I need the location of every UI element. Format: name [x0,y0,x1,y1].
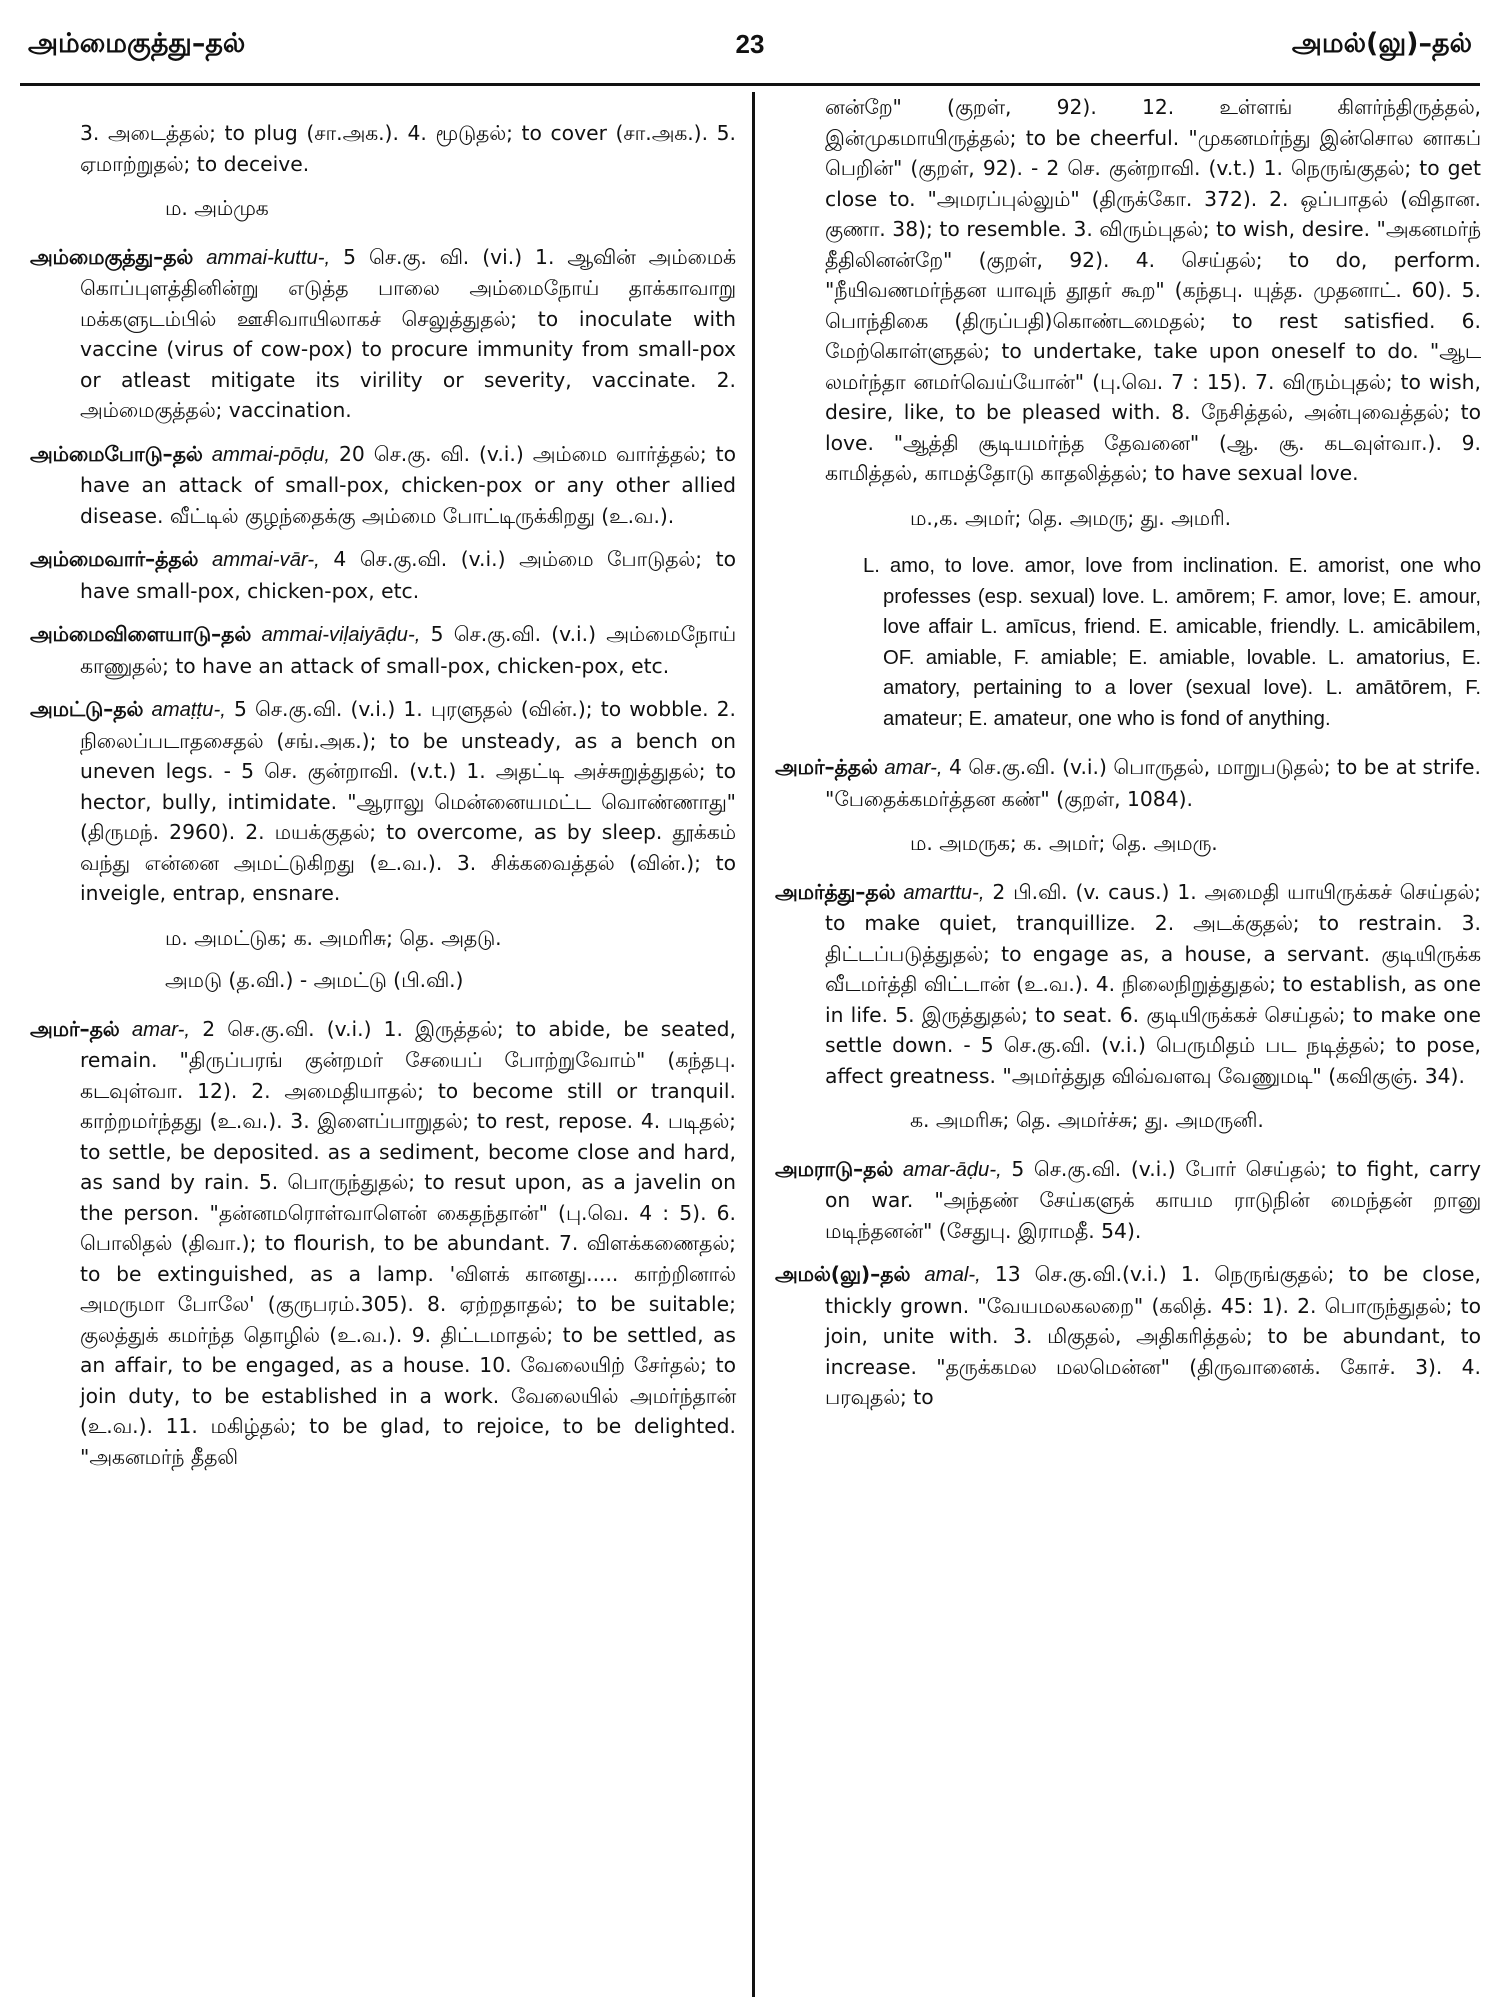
dictionary-entry [775,1259,1481,1413]
dictionary-entry [30,544,736,606]
cognate-line: ம. அம்முக [165,196,269,220]
etymology-note: L. amo, to love. amor, love from inclination. E. amorist, one who professes (esp. sexual) love. L. amōrem; F. amor, love; E. amour, love affair L. amīcus, friend. E. amicable, friendly. L. amicābilem, OF. amiable, F. amiable; E. amiable, lovable. L. amatorius, E. amatory, pertaining to a lover (sexual love). L. amātōrem, F. amateur; E. amateur, one who is fond of anything. [863,555,1481,730]
page-number: 23 [735,29,765,59]
entry-definition: 5 செ.கு.வி. (v.i.) 1. புரளுதல் (வின்.); to wobble. 2. நிலைப்படாதசைதல் (சங்.அக.); to be unsteady, as a bench on uneven legs. - 5 செ. குன்றாவி. (v.t.) 1. அதட்டி அச்சுறுத்துதல்; to hector, bully, intimidate. "ஆராலு மென்னையமட்ட வொண்ணாது" (திருமந். 2960). 2. மயக்குதல்; to overcome, as by sleep. தூக்கம் வந்து என்னை அமட்டுகிறது (உ.வ.). 3. சிக்கவைத்தல் (வின்.); to inveigle, entrap, ensnare. [80,697,737,905]
entry-headword: அம்மைகுத்து–தல் [30,244,194,269]
cognate-line: ம.,க. அமர்; தெ. அமரு; து. அமரி. [910,505,1232,530]
dictionary-entry [30,694,736,909]
entry-headword: அமர்–த்தல் [775,755,878,779]
cognate-line: ம. அமட்டுக; க. அமரிசு; தெ. அதடு. [165,925,502,950]
dictionary-entry [30,1014,736,1473]
entry-headword: அமல்(லு)–தல் [775,1262,911,1286]
entry-definition: 5 செ.கு.வி. (v.i.) போர் செய்தல்; to fight, carry on war. "அந்தண் சேய்களுக் காயம ராடுநின் மைந்தன் றானு மடிந்தனன்" (சேதுபு. இராமதீ. 54). [825,1156,1482,1243]
entry-definition: 2 செ.கு.வி. (v.i.) 1. இருத்தல்; to abide, be seated, remain. "திருப்பரங் குன்றமர் சேயைப் போற்றுவோம்" (கந்தபு. கடவுள்வா. 12). 2. அமைதியாதல்; to become still or tranquil. காற்றமர்ந்தது (உ.வ.). 3. இளைப்பாறுதல்; to rest, repose. 4. படிதல்; to settle, be deposited. as a sediment, become close and hard, as sand by rain. 5. பொருந்துதல்; to resut upon, as a javelin on the person. "தன்னமரொள்வாளென் கைதந்தான்" (பு.வெ. 4 : 5). 6. பொலிதல் (திவா.); to flourish, to be abundant. 7. விளக்கணைதல்; to be extinguished, as a lamp. 'விளக் கானது..... காற்றினால் அமருமா போலே' (குருபரம்.305). 8. ஏற்றதாதல்; to be suitable; குலத்துக் கமர்ந்த தொழில் (உ.வ.). 9. திட்டமாதல்; to be settled, as an affair, to be engaged, as a house. 10. வேலையிற் சேர்தல்; to join duty, to be established in a work. வேலையில் அமர்ந்தான் (உ.வ.). 11. மகிழ்தல்; to be glad, to rejoice, to be delighted. "அகனமர்ந் தீதலி [80,1016,737,1469]
entry-transliteration: ammai-viḷaiyāḍu-, [261,624,421,646]
header-rule [20,83,1480,86]
entry-definition: 5 செ.கு. வி. (vi.) 1. ஆவின் அம்மைக் கொப்புளத்தினின்று எடுத்த பாலை அம்மைநோய் தாக்காவாறு மக்களுடம்பில் ஊசிவாயிலாகச் செலுத்துதல்; to inoculate with vaccine (virus of cow-pox) to procure immunity from small-pox or atleast mitigate its virility or severity, vaccinate. 2. அம்மைகுத்தல்; vaccination. [80,244,737,422]
entry-transliteration: amaṭṭu-, [151,699,226,721]
entry-transliteration: ammai-vār-, [211,549,320,571]
dictionary-entry [30,242,736,426]
entry-definition: 5 செ.கு.வி. (v.i.) அம்மைநோய் காணுதல்; to have an attack of small-pox, chicken-pox, etc. [80,622,736,678]
entry-transliteration: amal-, [924,1264,981,1286]
column-divider [752,92,755,1997]
entry-definition: 2 பி.வி. (v. caus.) 1. அமைதி யாயிருக்கச் செய்தல்; to make quiet, tranquillize. 2. அடக்குதல்; to restrain. 3. திட்டப்படுத்துதல்; to engage as, a house, a servant. குடியிருக்க வீடமர்த்தி விட்டான் (உ.வ.). 4. நிலைநிறுத்துதல்; to establish, as one in life. 5. இருத்துதல்; to seat. 6. குடியிருக்கச் செய்தல்; to make one settle down. - 5 செ.கு.வி. (v.i.) பெருமிதம் பட நடித்தல்; to pose, affect greatness. "அமர்த்துத விவ்வளவு வேணுமடி" (கவிகுஞ். 34). [825,879,1482,1088]
header-left-guideword: அம்மைகுத்து–தல் [28,28,246,59]
right-column [775,92,1481,1426]
entry-headword: அம்மைவிளையாடு–தல் [30,622,252,646]
entry-transliteration: amarttu-, [903,881,985,904]
entry-transliteration: ammai-pōḍu, [211,443,331,466]
entry-headword: அமர்த்து–தல் [775,879,896,904]
entry-headword: அம்மைவார்–த்தல் [30,547,199,571]
entry-headword: அமராடு–தல் [775,1156,894,1181]
dictionary-entry [775,1154,1481,1247]
continued-entry-text: னன்றே" (குறள், 92). 12. உள்ளங் கிளர்ந்திருத்தல், இன்முகமாயிருத்தல்; to be cheerful. "முகனமர்ந்து இன்சொல னாகப் பெறின்" (குறள், 92). - 2 செ. குன்றாவி. (v.t.) 1. நெருங்குதல்; to get close to. "அமரப்புல்லும்" (திருக்கோ. 372). 2. ஒப்பாதல் (விதான. குணா. 38); to resemble. 3. விரும்புதல்; to wish, desire. "அகனமர்ந் தீதிலினன்றே" (குறள், 92). 4. செய்தல்; to do, perform. "நீயிவணமர்ந்தன யாவுந் தூதர் கூற" (கந்தபு. யுத்த. முதனாட். 60). 5. பொந்திகை (திருப்பதி)கொண்டமைதல்; to rest satisfied. 6. மேற்கொள்ளுதல்; to undertake, take upon oneself to do. "ஆட லமர்ந்தா னமர்வெய்யோன்" (பு.வெ. 7 : 15). 7. விரும்புதல்; to wish, desire, like, to be pleased with. 8. நேசித்தல், அன்புவைத்தல்; to love. "ஆத்தி சூடியமர்ந்த தேவனை" (ஆ. சூ. கடவுள்வா.). 9. காமித்தல், காமத்தோடு காதலித்தல்; to have sexual love. [825,95,1481,485]
cognate-line: க. அமரிசு; தெ. அமர்ச்சு; து. அமருனி. [910,1108,1264,1132]
entry-definition: 4 செ.கு.வி. (v.i.) அம்மை போடுதல்; to have small-pox, chicken-pox, etc. [80,547,736,603]
entry-definition: 4 செ.கு.வி. (v.i.) பொருதல், மாறுபடுதல்; to be at strife. "பேதைக்கமர்த்தன கண்" (குறள், 1084). [825,755,1481,811]
derivation-line: அமடு (த.வி.) - அமட்டு (பி.வி.) [165,968,464,992]
dictionary-entry [30,619,736,681]
entry-transliteration: amar-, [884,757,943,779]
entry-transliteration: ammai-kuttu-, [206,246,331,269]
continued-entry-text: 3. அடைத்தல்; to plug (சா.அக.). 4. மூடுதல்; to cover (சா.அக.). 5. ஏமாற்றுதல்; to deceive. [80,121,736,176]
entry-definition: 13 செ.கு.வி.(v.i.) 1. நெருங்குதல்; to be close, thickly grown. "வேயமலகலறை" (கலித். 45: 1). 2. பொருந்துதல்; to join, unite with. 3. மிகுதல், அதிகரித்தல்; to be abundant, to increase. "தருக்கமல மலமென்ன" (திருவானைக். கோச். 3). 4. பரவுதல்; to [825,1262,1481,1409]
entry-definition: 20 செ.கு. வி. (v.i.) அம்மை வார்த்தல்; to have an attack of small-pox, chicken-pox or any other allied disease. வீட்டில் குழந்தைக்கு அம்மை போட்டிருக்கிறது (உ.வ.). [80,441,737,528]
entry-headword: அமட்டு–தல் [30,697,144,721]
dictionary-entry [775,877,1481,1092]
entry-transliteration: amar-, [131,1018,191,1041]
cognate-line: ம. அமருக; க. அமர்; தெ. அமரு. [910,831,1218,855]
entry-headword: அமர்–தல் [30,1016,120,1041]
page-header [20,2,1480,82]
entry-transliteration: amar-āḍu-, [902,1158,1002,1181]
left-column [30,118,736,1485]
header-right-guideword: அமல்(லு)–தல் [1291,28,1472,59]
entry-headword: அம்மைபோடு–தல் [30,441,203,466]
dictionary-entry [775,752,1481,814]
dictionary-entry [30,439,736,532]
